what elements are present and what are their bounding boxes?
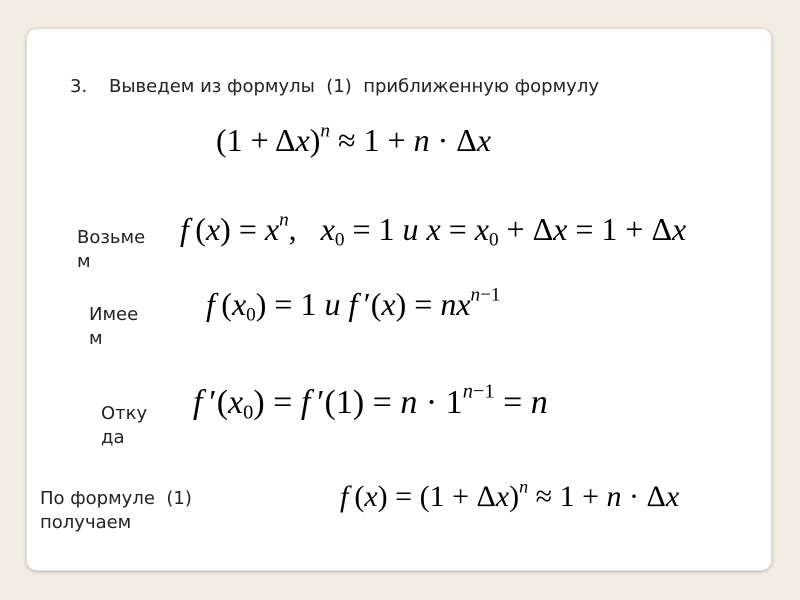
heading-text: Выведем из формулы (1) приближенную формулу [109, 76, 599, 97]
conjunction-2: и [324, 286, 341, 322]
formula-result: f $(x) = (1 + \Delta x)^n \approx 1 + n \cdot \Delta x$ [340, 476, 680, 513]
formula-definition: f $(x) = x^n$, $x_0 = 1$ и $x = x_0 + \Delta x = 1 + \Delta x$ [180, 209, 687, 251]
conjunction-1: и [402, 211, 419, 247]
formula-approximation: $(1 + \Delta x)^n \approx 1 + n \cdot \Delta x$ [216, 120, 492, 158]
label-take: Возьме м [77, 227, 146, 272]
formula-values: f $(x_0) = 1$ и f $'(x) = nx^{n-1}$ [206, 284, 501, 326]
label-whence: Отку да [101, 403, 148, 448]
formula-derivative-at-point: f $'(x_0) = f$ $'(1) = n \cdot 1^{n-1} = n$ [193, 380, 548, 424]
heading-number: 3. [70, 76, 88, 97]
label-have: Имее м [89, 304, 139, 349]
label-by-formula: По формуле (1) получаем [40, 488, 192, 533]
